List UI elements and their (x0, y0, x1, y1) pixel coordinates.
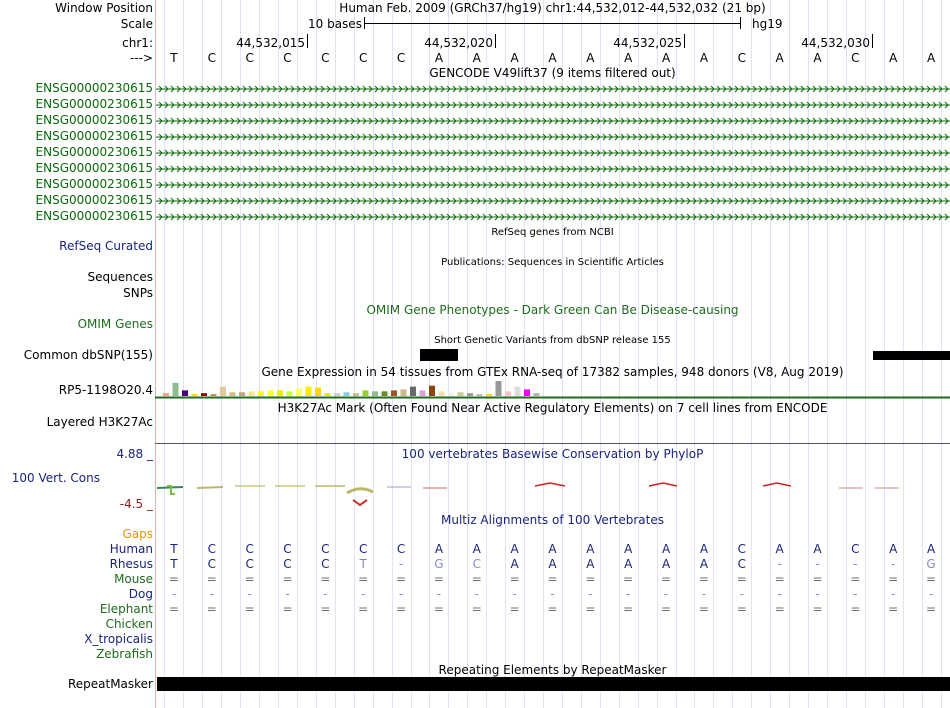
multiz-base: A (548, 542, 557, 556)
multiz-base: = (623, 572, 634, 586)
multiz-base: = (888, 602, 899, 616)
gencode-gene-label[interactable]: ENSG00000230615 (35, 161, 153, 175)
multiz-base: C (245, 557, 254, 571)
multiz-base: C (396, 542, 406, 556)
gtex-tissue-bar[interactable] (249, 391, 255, 396)
multiz-base: = (320, 572, 331, 586)
multiz-base: A (510, 542, 519, 556)
base-letter: C (737, 51, 746, 65)
multiz-base: = (774, 572, 785, 586)
multiz-base: C (359, 542, 368, 556)
gtex-tissue-bar[interactable] (239, 392, 245, 396)
multiz-base: C (472, 557, 481, 571)
multiz-base: - (361, 587, 366, 601)
multiz-base: = (396, 572, 407, 586)
phylop-title: 100 vertebrates Basewise Conservation by PhyloP (401, 447, 704, 461)
multiz-title: Multiz Alignments of 100 Vertebrates (440, 513, 665, 527)
base-letter: A (548, 51, 557, 65)
gencode-title: GENCODE V49lift37 (9 items filtered out) (429, 66, 676, 80)
base-letter: A (699, 51, 709, 65)
multiz-base: = (206, 572, 217, 586)
gtex-tissue-bar[interactable] (515, 387, 521, 396)
multiz-base: - (588, 587, 593, 601)
multiz-base: = (812, 572, 823, 586)
gencode-gene-label[interactable]: ENSG00000230615 (35, 209, 153, 223)
multiz-base: = (850, 602, 861, 616)
base-letter: A (434, 51, 444, 65)
multiz-base: T (359, 557, 367, 571)
gtex-tissue-bar[interactable] (382, 391, 388, 396)
gencode-gene-label[interactable]: ENSG00000230615 (35, 129, 153, 143)
gtex-tissue-bar[interactable] (477, 394, 483, 396)
multiz-species-label[interactable]: X_tropicalis (84, 632, 153, 646)
multiz-base: C (207, 557, 216, 571)
dbsnp-title: Short Genetic Variants from dbSNP release 155 (434, 335, 671, 346)
multiz-base: - (815, 557, 820, 571)
coord-1: 44,532,015 (236, 36, 305, 50)
multiz-base: - (853, 557, 858, 571)
scale-bar-right-tick (740, 17, 741, 29)
multiz-base: = (320, 602, 331, 616)
multiz-species-label[interactable]: Dog (128, 587, 153, 601)
gtex-tissue-bar[interactable] (211, 394, 217, 396)
multiz-base: = (471, 572, 482, 586)
gencode-gene-label[interactable]: ENSG00000230615 (35, 145, 153, 159)
base-letter: A (586, 51, 595, 65)
gtex-tissue-bar[interactable] (258, 391, 264, 396)
phylop-glyph (649, 483, 677, 486)
window-position-label: Window Position (55, 1, 153, 15)
gtex-tissue-bar[interactable] (372, 391, 378, 396)
repeatmasker-element[interactable] (157, 677, 950, 691)
multiz-base: - (777, 587, 782, 601)
gtex-tissue-bar[interactable] (315, 388, 321, 396)
multiz-base: - (853, 587, 858, 601)
multiz-base: = (168, 572, 179, 586)
multiz-base: = (888, 572, 899, 586)
multiz-base: T (170, 557, 178, 571)
multiz-base: = (661, 602, 672, 616)
omim-label[interactable]: OMIM Genes (77, 317, 153, 331)
gtex-expression-bars[interactable] (155, 378, 950, 400)
gtex-tissue-bar[interactable] (192, 394, 198, 396)
multiz-base: A (699, 557, 709, 571)
multiz-base: C (283, 542, 292, 556)
gencode-gene-label[interactable]: ENSG00000230615 (35, 97, 153, 111)
gencode-gene-feature[interactable] (155, 212, 950, 222)
gtex-tissue-bar[interactable] (429, 386, 435, 396)
multiz-base: = (774, 602, 785, 616)
gtex-tissue-bar[interactable] (534, 393, 540, 396)
multiz-base: = (358, 572, 369, 586)
multiz-species-label[interactable]: Elephant (99, 602, 153, 616)
multiz-base: A (624, 542, 633, 556)
gtex-tissue-bar[interactable] (220, 387, 226, 396)
multiz-base: = (471, 602, 482, 616)
scale-bases: 10 bases (308, 17, 362, 31)
phylop-max: 4.88 _ (116, 447, 153, 461)
base-letter: C (359, 51, 368, 65)
multiz-base: = (358, 602, 369, 616)
gtex-tissue-bar[interactable] (163, 393, 169, 396)
chrom-label: chr1: (122, 36, 153, 50)
multiz-base: - (247, 587, 252, 601)
multiz-base: A (661, 542, 671, 556)
multiz-base: A (813, 542, 822, 556)
multiz-base: = (509, 572, 520, 586)
multiz-base: C (737, 542, 746, 556)
multiz-base: C (207, 542, 216, 556)
gencode-gene-label[interactable]: ENSG00000230615 (35, 81, 153, 95)
multiz-base: = (698, 572, 709, 586)
multiz-base: - (323, 587, 328, 601)
multiz-base: C (737, 557, 746, 571)
gtex-tissue-bar[interactable] (467, 393, 473, 396)
base-letter: A (813, 51, 822, 65)
gtex-tissue-bar[interactable] (268, 390, 274, 396)
multiz-base: - (398, 557, 404, 571)
gencode-gene-feature[interactable] (155, 116, 950, 126)
multiz-base: = (396, 602, 407, 616)
multiz-base: = (585, 572, 596, 586)
gencode-gene-feature[interactable] (155, 100, 950, 110)
base-letter: C (245, 51, 254, 65)
multiz-base: = (509, 602, 520, 616)
base-letter: C (396, 51, 406, 65)
coord-tick (495, 34, 496, 48)
dbsnp-variant[interactable] (420, 349, 458, 361)
gtex-tissue-bar[interactable] (173, 383, 179, 396)
base-letter: C (283, 51, 292, 65)
scale-label: Scale (120, 17, 153, 31)
multiz-species-label[interactable]: Chicken (105, 617, 153, 631)
refseq-title: RefSeq genes from NCBI (491, 227, 614, 238)
multiz-base: = (547, 572, 558, 586)
multiz-species-label[interactable]: Mouse (114, 572, 153, 586)
gtex-tissue-bar[interactable] (420, 390, 426, 396)
multiz-base: A (510, 557, 519, 571)
multiz-base: - (777, 557, 782, 571)
gtex-tissue-bar[interactable] (230, 392, 236, 396)
multiz-base: = (547, 602, 558, 616)
multiz-base: A (661, 557, 671, 571)
gencode-gene-feature[interactable] (155, 196, 950, 206)
gtex-tissue-bar[interactable] (201, 393, 207, 396)
gtex-tissue-bar[interactable] (334, 393, 340, 396)
multiz-base: G (434, 557, 444, 571)
multiz-base: = (168, 602, 179, 616)
multiz-base: - (171, 587, 177, 601)
base-letter: A (510, 51, 519, 65)
multiz-base: C (851, 542, 860, 556)
gtex-tissue-bar[interactable] (344, 392, 350, 396)
gtex-title: Gene Expression in 54 tissues from GTEx RNA-seq of 17382 samples, 948 donors (V8, Aug 2019) (261, 365, 844, 379)
gencode-gene-label[interactable]: ENSG00000230615 (35, 113, 153, 127)
phylop-glyph (763, 483, 791, 486)
coord-tick (872, 34, 873, 48)
multiz-base: = (282, 602, 293, 616)
multiz-base: C (283, 557, 292, 571)
multiz-species-label[interactable]: Zebrafish (96, 647, 153, 661)
publications-title: Publications: Sequences in Scientific Articles (441, 257, 664, 268)
multiz-base: A (472, 542, 481, 556)
gencode-gene-feature[interactable] (155, 148, 950, 158)
scale-bar-left-tick (364, 17, 365, 29)
multiz-base: - (739, 587, 744, 601)
multiz-species-label[interactable]: Rhesus (109, 557, 153, 571)
base-letter: T (170, 51, 178, 65)
multiz-base: = (926, 572, 937, 586)
gencode-gene-label[interactable]: ENSG00000230615 (35, 177, 153, 191)
multiz-base: = (661, 572, 672, 586)
multiz-base: - (701, 587, 707, 601)
phylop-glyph (347, 489, 373, 493)
gtex-tissue-bar[interactable] (325, 393, 331, 396)
multiz-base: = (736, 572, 747, 586)
multiz-base: A (889, 542, 898, 556)
coord-3: 44,532,025 (613, 36, 682, 50)
base-letter: A (661, 51, 671, 65)
multiz-base: - (928, 587, 934, 601)
multiz-base: T (170, 542, 178, 556)
multiz-base: A (926, 542, 936, 556)
multiz-base: = (244, 602, 255, 616)
phylop-glyph (535, 483, 565, 486)
multiz-base: G (926, 557, 936, 571)
coord-tick (307, 34, 308, 48)
gtex-tissue-bar[interactable] (439, 391, 445, 396)
multiz-base: = (585, 602, 596, 616)
base-letter: C (207, 51, 216, 65)
multiz-base: - (550, 587, 555, 601)
multiz-base: C (321, 557, 330, 571)
gencode-gene-feature[interactable] (155, 132, 950, 142)
multiz-base: - (663, 587, 669, 601)
window-position-value: Human Feb. 2009 (GRCh37/hg19) chr1:44,532,012-44,532,032 (21 bp) (339, 1, 766, 15)
h3k27ac-label[interactable]: Layered H3K27Ac (46, 415, 153, 429)
multiz-base: - (398, 587, 404, 601)
dbsnp-variant[interactable] (873, 351, 950, 360)
gtex-tissue-bar[interactable] (486, 394, 492, 396)
multiz-base: = (206, 602, 217, 616)
gtex-tissue-bar[interactable] (306, 387, 312, 396)
omim-title: OMIM Gene Phenotypes - Dark Green Can Be Disease-causing (366, 303, 739, 317)
phylop-glyph (197, 487, 223, 488)
gencode-gene-label[interactable]: ENSG00000230615 (35, 193, 153, 207)
multiz-base: = (433, 572, 444, 586)
phylop-glyph (353, 500, 367, 505)
phylop-min: -4.5 _ (119, 497, 153, 511)
phylop-label[interactable]: 100 Vert. Cons (11, 471, 100, 485)
publications-sequences-label[interactable]: Sequences (87, 270, 153, 284)
gaps-label[interactable]: Gaps (122, 527, 153, 541)
gtex-tissue-bar[interactable] (296, 389, 302, 397)
multiz-base: - (815, 587, 820, 601)
multiz-base: - (436, 587, 442, 601)
coord-tick (684, 34, 685, 48)
gtex-tissue-bar[interactable] (353, 393, 359, 396)
base-letter: A (926, 51, 936, 65)
multiz-base: - (209, 587, 214, 601)
gtex-tissue-bar[interactable] (391, 390, 397, 396)
multiz-base: = (812, 602, 823, 616)
gtex-tissue-bar[interactable] (401, 389, 407, 396)
h3k27ac-baseline (155, 443, 950, 444)
base-letter: A (775, 51, 784, 65)
multiz-base: = (698, 602, 709, 616)
base-letter: A (472, 51, 481, 65)
gencode-gene-feature[interactable] (155, 164, 950, 174)
dbsnp-label[interactable]: Common dbSNP(155) (23, 348, 153, 362)
gtex-label[interactable]: RP5-1198O20.4 (58, 383, 153, 397)
multiz-base: A (699, 542, 709, 556)
multiz-base: A (434, 542, 444, 556)
gtex-tissue-bar[interactable] (287, 391, 293, 396)
gtex-tissue-bar[interactable] (458, 392, 464, 396)
multiz-base: C (321, 542, 330, 556)
multiz-base: - (285, 587, 290, 601)
gtex-tissue-bar[interactable] (277, 390, 283, 396)
multiz-base: A (586, 557, 595, 571)
multiz-base: = (926, 602, 937, 616)
multiz-base: = (736, 602, 747, 616)
gtex-tissue-bar[interactable] (182, 390, 188, 396)
multiz-base: - (891, 587, 896, 601)
multiz-base: A (586, 542, 595, 556)
gtex-tissue-bar[interactable] (496, 381, 502, 396)
base-letter: A (624, 51, 633, 65)
gencode-gene-feature[interactable] (155, 180, 950, 190)
multiz-species-label[interactable]: Human (109, 542, 153, 556)
multiz-base: A (548, 557, 557, 571)
repeatmasker-label[interactable]: RepeatMasker (67, 677, 153, 691)
gtex-tissue-bar[interactable] (363, 390, 369, 396)
h3k27ac-title: H3K27Ac Mark (Often Found Near Active Regulatory Elements) on 7 cell lines from ENCODE (277, 401, 828, 415)
coord-2: 44,532,020 (424, 36, 493, 50)
refseq-label[interactable]: RefSeq Curated (59, 239, 153, 253)
multiz-base: A (624, 557, 633, 571)
multiz-base: - (626, 587, 631, 601)
gtex-tissue-bar[interactable] (410, 387, 416, 396)
gencode-gene-feature[interactable] (155, 84, 950, 94)
gtex-tissue-bar[interactable] (448, 393, 454, 396)
multiz-base: = (623, 602, 634, 616)
multiz-base: - (512, 587, 517, 601)
multiz-base: - (891, 557, 896, 571)
multiz-base: - (474, 587, 479, 601)
base-letter: C (321, 51, 330, 65)
coord-4: 44,532,030 (801, 36, 870, 50)
multiz-base: = (850, 572, 861, 586)
multiz-base: = (244, 572, 255, 586)
base-letter: A (889, 51, 898, 65)
multiz-base: A (775, 542, 784, 556)
strand-label: ---> (129, 51, 153, 65)
publications-snps-label[interactable]: SNPs (123, 286, 153, 300)
assembly-label: hg19 (752, 17, 783, 31)
repeatmasker-title: Repeating Elements by RepeatMasker (438, 663, 667, 677)
phylop-plot[interactable] (155, 478, 950, 508)
multiz-base: C (245, 542, 254, 556)
multiz-base: = (433, 602, 444, 616)
gtex-tissue-bar[interactable] (524, 389, 530, 396)
gtex-tissue-bar[interactable] (505, 391, 511, 396)
multiz-base: = (282, 572, 293, 586)
base-letter: C (851, 51, 860, 65)
scale-bar (364, 23, 741, 24)
